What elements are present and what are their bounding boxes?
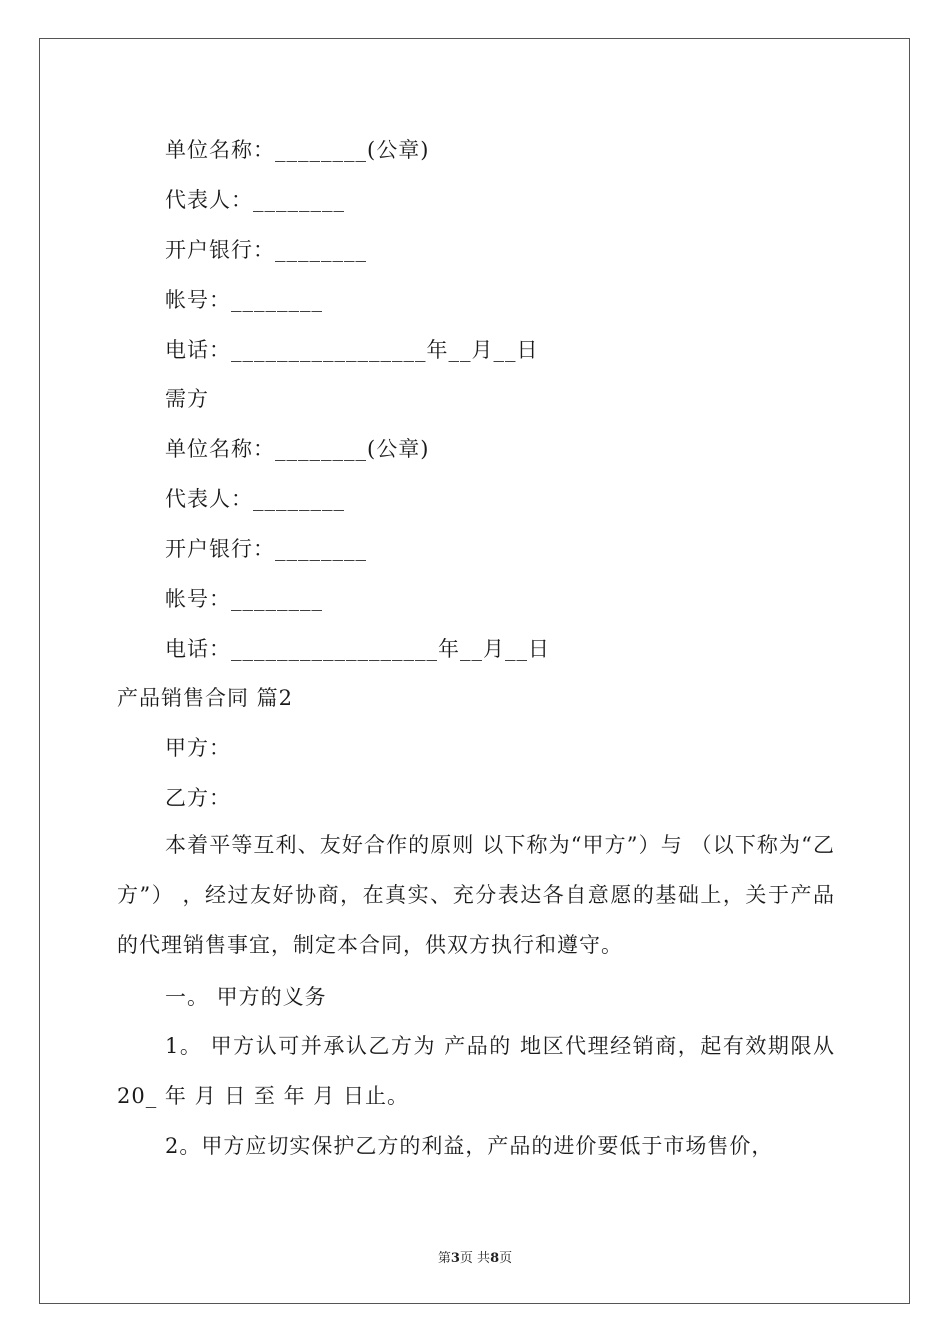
supplier-bank: 开户银行：________ [165,238,367,262]
footer-page-number: 3 [450,1251,460,1266]
intro-paragraph: 本着平等互利、友好合作的原则 以下称为“甲方”）与 （以下称为“乙方”） ，经过友好协商，在真实、充分表达各自意愿的基础上，关于产品的代理销售事宜，制定本合同，供双方执行和遵守。 [117,833,835,957]
supplier-account: 帐号：________ [165,288,323,312]
footer-mid: 页 共 [459,1251,491,1266]
page-footer [0,1247,950,1266]
supplier-unit-name: 单位名称：________(公章) [165,138,430,162]
buyer-bank: 开户银行：________ [165,537,367,561]
footer-total-pages: 8 [490,1251,500,1266]
party-b-label: 乙方： [165,786,231,810]
buyer-phone-date: 电话：__________________年__月__日 [165,637,550,661]
supplier-representative: 代表人：________ [165,188,345,212]
section-heading: 一。 甲方的义务 [165,985,327,1009]
footer-prefix: 第 [437,1251,451,1266]
buyer-account: 帐号：________ [165,587,323,611]
contract-title: 产品销售合同 篇2 [117,686,294,710]
supplier-phone-date: 电话：_________________年__月__日 [165,338,539,362]
buyer-unit-name: 单位名称：________(公章) [165,437,430,461]
footer-suffix: 页 [499,1251,513,1266]
buyer-representative: 代表人：________ [165,487,345,511]
buyer-heading: 需方 [165,387,209,411]
clause-1: 1。 甲方认可并承认乙方为 产品的 地区代理经销商，起有效期限从 20_ 年 月 日 至 年 月 日止。 [117,1034,835,1108]
party-a-label: 甲方： [165,736,231,760]
clause-2: 2。甲方应切实保护乙方的利益，产品的进价要低于市场售价， [165,1134,774,1158]
